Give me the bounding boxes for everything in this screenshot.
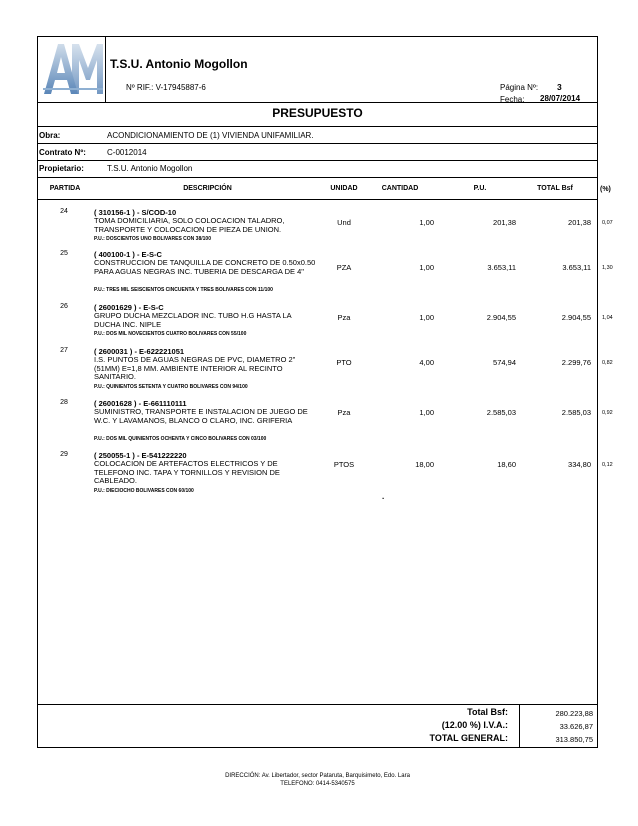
col-header-pct: (%) [600,186,611,193]
obra-label: Obra: [39,131,61,140]
item-total: 2.904,55 [561,313,591,322]
company-logo [42,40,104,96]
partida-number: 27 [60,347,68,354]
item-unit: Und [337,218,351,227]
divider [37,160,598,161]
item-percent: 1,04 [602,315,613,321]
logo-divider [105,36,106,102]
total-value: 280.223,88 [555,709,593,718]
obra-value: ACONDICIONAMIENTO DE (1) VIVIENDA UNIFAMILIAR. [107,131,314,140]
item-description: GRUPO DUCHA MEZCLADOR INC. TUBO H.G HASTA LA DUCHA INC. NIPLE [94,311,292,329]
footer-address: DIRECCIÓN: Av. Libertador, sector Pataruta, Barquisimeto, Edo. Lara [225,773,410,779]
item-total: 201,38 [568,218,591,227]
item-unit: Pza [337,408,351,417]
item-pu-words: P.U.: TRES MIL SEISCIENTOS CINCUENTA Y TRES BOLIVARES CON 11/100 [94,287,273,293]
contrato-value: C-0012014 [107,148,147,157]
item-pu-words: P.U.: DOSCIENTOS UNO BOLIVARES CON 38/100 [94,236,211,242]
page-number-value: 3 [557,82,562,92]
item-unit-price: 18,60 [497,460,516,469]
item-description: TOMA DOMICILIARIA, SOLO COLOCACION TALADRO, TRANSPORTE Y COLOCACION DE PIEZA DE UNION. [94,216,285,234]
item-unit: PZA [336,263,352,272]
item-pu-words: P.U.: DOS MIL QUINIENTOS OCHENTA Y CINCO BOLIVARES CON 03/100 [94,436,267,442]
partida-number: 29 [60,451,68,458]
partida-number: 26 [60,303,68,310]
item-code: ( 26001628 ) - E-661110111 [94,399,187,408]
item-quantity: 1,00 [419,408,434,417]
item-unit: PTOS [333,460,355,469]
item-quantity: 1,00 [419,263,434,272]
divider [37,199,598,200]
item-description: COLOCACION DE ARTEFACTOS ELECTRICOS Y DE TELEFONO INC. TAPA Y TORNILLOS Y REVISION DE CABLEADO. [94,459,280,486]
item-percent: 1,30 [602,265,613,271]
item-description: I.S. PUNTOS DE AGUAS NEGRAS DE PVC, DIAMETRO 2" (51MM) E=1,8 MM. AMBIENTE INTERIOR AL RECINTO SANITARIO. [94,355,296,382]
propietario-label: Propietario: [39,164,84,173]
total-general-value: 313.850,75 [555,735,593,744]
item-percent: 0,12 [602,462,613,468]
col-header-total: TOTAL Bsf [537,185,573,192]
item-description: SUMINISTRO, TRANSPORTE E INSTALACION DE JUEGO DE W.C. Y LAVAMANOS, BLANCO O CLARO, INC. GRIFERIA [94,407,308,425]
company-name: T.S.U. Antonio Mogollon [110,57,248,71]
col-header-cantidad: CANTIDAD [381,185,419,192]
item-quantity: 1,00 [419,218,434,227]
item-total: 334,80 [568,460,591,469]
iva-label: (12.00 %) I.V.A.: [441,720,508,730]
total-label: Total Bsf: [467,707,508,717]
item-code: ( 400100-1 ) - E-S-C [94,250,162,259]
date-label: Fecha: [500,95,525,104]
item-total: 2.585,03 [561,408,591,417]
col-header-unidad: UNIDAD [330,185,358,192]
item-total: 2.299,76 [561,358,591,367]
contrato-label: Contrato Nº: [39,148,86,157]
item-unit-price: 2.904,55 [486,313,516,322]
item-quantity: 1,00 [419,313,434,322]
item-pu-words: P.U.: DOS MIL NOVECIENTOS CUATRO BOLIVARES CON 55/100 [94,331,247,337]
item-percent: 0,92 [602,410,613,416]
item-unit-price: 2.585,03 [486,408,516,417]
col-header-pu: P.U. [473,185,487,192]
col-header-partida: PARTIDA [49,185,81,192]
item-quantity: 4,00 [419,358,434,367]
item-unit: PTO [336,358,352,367]
item-unit-price: 201,38 [493,218,516,227]
item-quantity: 18,00 [415,460,434,469]
company-rif: Nº RIF.: V-17945887-6 [126,83,206,92]
item-code: ( 26001629 ) - E-S-C [94,303,164,312]
item-code: ( 310156-1 ) - S/COD-10 [94,208,177,217]
iva-value: 33.626,87 [559,722,593,731]
divider [37,143,598,144]
footer-phone: TELEFONO: 0414-5340575 [280,781,355,787]
total-general-label: TOTAL GENERAL: [429,733,508,743]
partida-number: 24 [60,208,68,215]
item-unit: Pza [337,313,351,322]
item-total: 3.653,11 [562,263,591,272]
col-header-descripcion: DESCRIPCIÓN [183,185,232,192]
divider [37,704,598,705]
item-pu-words: P.U.: DIECIOCHO BOLIVARES CON 60/100 [94,488,194,494]
item-percent: 0,82 [602,360,613,366]
propietario-value: T.S.U. Antonio Mogollon [107,164,193,173]
item-code: ( 2600031 ) - E-622221051 [94,347,185,356]
page-number-label: Página Nº: [500,83,539,92]
date-value: 28/07/2014 [540,94,581,103]
item-unit-price: 574,94 [493,358,516,367]
item-description: CONSTRUCCION DE TANQUILLA DE CONCRETO DE 0.50x0.50 PARA AGUAS NEGRAS INC. TUBERIA DE DESCARGA DE 4" [94,258,316,276]
item-pu-words: P.U.: QUINIENTOS SETENTA Y CUATRO BOLIVARES CON 94/100 [94,384,248,390]
divider [37,126,598,127]
stray-mark: . [382,492,385,501]
item-code: ( 250055-1 ) - E-541222220 [94,451,187,460]
partida-number: 28 [60,399,68,406]
divider [37,177,598,178]
partida-number: 25 [60,250,68,257]
item-unit-price: 3.653,11 [487,263,516,272]
document-title: PRESUPUESTO [272,106,363,120]
item-percent: 0,07 [602,220,613,226]
